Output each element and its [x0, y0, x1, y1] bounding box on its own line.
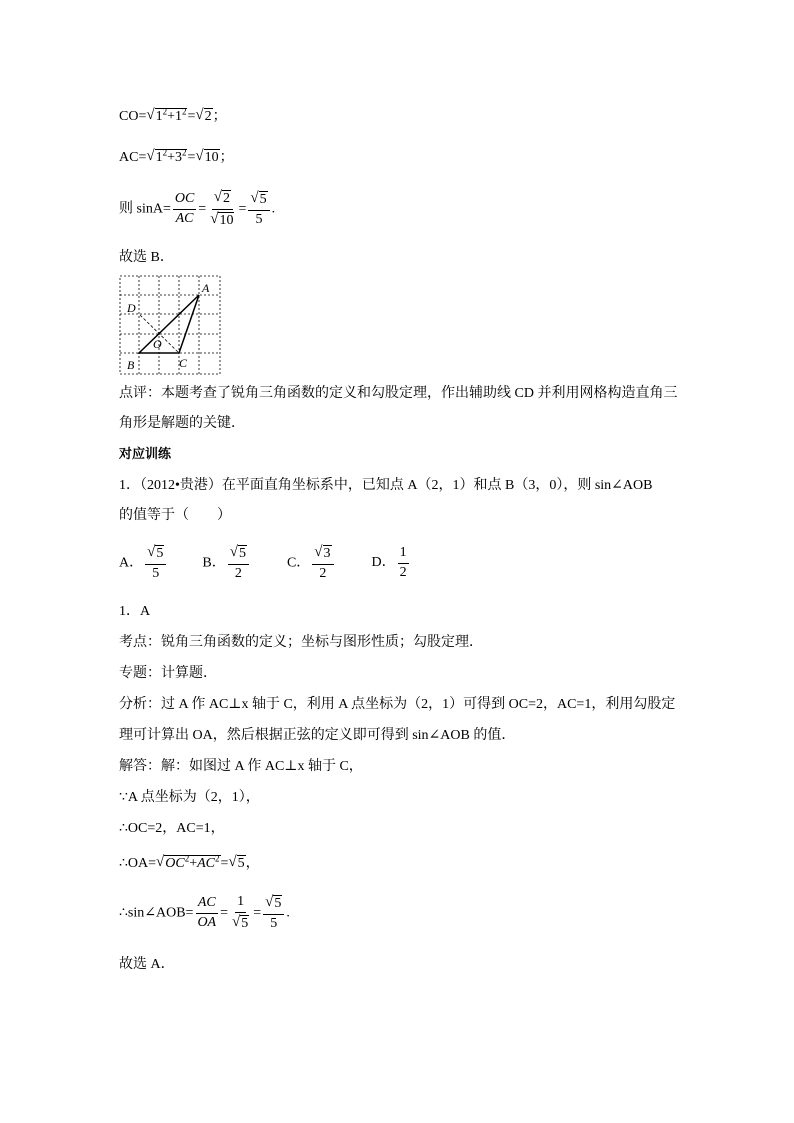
ac-lead: AC=	[119, 149, 147, 165]
label-d: D	[127, 301, 136, 315]
co-result: 2	[204, 109, 212, 124]
oa-tail: ，	[245, 855, 260, 871]
label-c: C	[179, 356, 188, 370]
co-line	[119, 108, 227, 125]
sina-eq1: =	[198, 201, 207, 217]
option-d-num: 1	[398, 546, 409, 564]
option-d	[372, 546, 411, 580]
sinaob-frac-3: √ 5 5	[263, 895, 284, 932]
answer-line: 1．A	[119, 604, 151, 619]
label-b: B	[127, 358, 135, 372]
option-a-label: A．	[119, 555, 144, 571]
oa-exp2: 2	[215, 853, 220, 864]
sina-f1-num: OC	[173, 192, 196, 210]
option-c-label: C．	[286, 555, 311, 571]
co-tail: ；	[212, 108, 227, 124]
ac-r1: 1	[155, 150, 163, 165]
ac-eq: =	[187, 149, 196, 165]
sinaob-f2-num: 1	[235, 895, 246, 913]
sina-frac-3: √ 5 5	[248, 191, 269, 228]
oa-result-sqrt: √ 5	[228, 854, 245, 871]
sina-f1-den: AC	[175, 211, 194, 227]
sinaob-f2-den: 5	[241, 915, 249, 931]
co-sqrt: √ $1^2+1^2$	[146, 106, 187, 124]
sina-lead: 则 sinA=	[119, 201, 171, 217]
ac-tail: ；	[219, 149, 234, 165]
option-a-num: 5	[156, 546, 164, 561]
ac-result: 10	[204, 150, 219, 165]
choose-a: 故选 A．	[119, 957, 175, 972]
option-c: C． √ 3 2	[287, 545, 336, 582]
kaodian-line: 考点：锐角三角函数的定义；坐标与图形性质；勾股定理．	[119, 635, 483, 650]
fenxi-line-1: 分析：过 A 作 AC⊥x 轴于 C，利用 A 点坐标为（2，1）可得到 OC=2，AC=1，利用勾股定	[119, 697, 676, 712]
options-row	[119, 545, 411, 582]
question-line-1: 1．（2012•贵港）在平面直角坐标系中，已知点 A（2，1）和点 B（3，0），则 sin∠AOB	[119, 478, 653, 493]
therefore-line-1: ∴OC=2，AC=1，	[119, 821, 225, 836]
question-line-2: 的值等于（ ）	[119, 508, 231, 523]
ac-r2: 3	[174, 150, 182, 165]
ac-sqrt: √ $1^2+3^2$	[146, 147, 187, 165]
sinaob-eq2: =	[253, 905, 262, 921]
triangle-abc	[139, 295, 199, 353]
choose-b: 故选 B．	[119, 250, 174, 265]
ac-op: +	[167, 150, 175, 165]
sinaob-tail: .	[286, 905, 290, 921]
sina-line	[119, 190, 275, 229]
sina-f3-num: 5	[259, 192, 267, 208]
because-line: ∵A 点坐标为（2，1），	[119, 790, 260, 805]
ac-exp2: 2	[181, 147, 187, 158]
comment-line-1: 点评：本题考查了锐角三角函数的定义和勾股定理，作出辅助线 CD 并利用网格构造直角三	[119, 386, 678, 401]
oa-op: +	[189, 856, 198, 871]
option-c-den: 2	[319, 566, 327, 582]
sinaob-f3-num: 5	[274, 896, 282, 911]
oa-eq: =	[220, 855, 229, 871]
sina-f3-den: 5	[255, 212, 263, 228]
oa-result: 5	[237, 856, 245, 871]
co-lead: CO=	[119, 108, 147, 124]
option-c-num: 3	[323, 546, 331, 561]
oa-exp1: 2	[184, 853, 190, 864]
co-r1: 1	[155, 109, 163, 124]
comment-line-2: 角形是解题的关键．	[119, 416, 245, 431]
sina-tail: .	[271, 201, 276, 217]
oa-line	[119, 855, 260, 872]
sinaob-line	[119, 895, 290, 932]
co-exp2: 2	[181, 106, 187, 117]
label-a: A	[202, 281, 210, 295]
sina-f2-num: 2	[222, 191, 230, 206]
sinaob-f1-num: AC	[196, 896, 218, 914]
sinaob-f1-den: OA	[197, 914, 217, 930]
sinaob-frac-1	[195, 896, 218, 930]
sina-eq2: =	[238, 201, 247, 217]
section-title: 对应训练	[119, 446, 172, 461]
ac-exp1: 2	[162, 147, 168, 158]
sinaob-f3-den: 5	[270, 916, 278, 932]
ac-result-sqrt: √ 10	[195, 148, 219, 165]
grid-figure	[119, 275, 221, 375]
option-b-label: B．	[202, 555, 226, 571]
oa-r1: OC	[165, 856, 185, 871]
sina-frac-1	[173, 192, 196, 226]
sinaob-frac-2: 1 √ 5	[232, 894, 249, 931]
option-a-den: 5	[152, 566, 160, 582]
co-eq: =	[187, 108, 196, 124]
label-o: O	[153, 337, 162, 351]
oa-lead: ∴OA=	[119, 855, 157, 871]
option-d-den: 2	[399, 564, 407, 580]
sinaob-lead: ∴sin∠AOB=	[119, 905, 194, 921]
sina-f2-den: 10	[219, 213, 234, 229]
option-b: B． √ 5 2	[202, 545, 251, 582]
zhuanti-line: 专题：计算题．	[119, 666, 217, 681]
option-b-den: 2	[234, 566, 242, 582]
co-result-sqrt: √ 2	[195, 107, 212, 124]
sina-frac-2: √ 2 √ 10	[210, 189, 234, 229]
co-op: +	[167, 109, 175, 124]
option-b-num: 5	[238, 546, 246, 561]
oa-r2: AC	[197, 856, 216, 871]
co-exp1: 2	[162, 106, 168, 117]
option-a: A． √ 5 5	[119, 545, 168, 582]
fenxi-line-2: 理可计算出 OA，然后根据正弦的定义即可得到 sin∠AOB 的值．	[119, 728, 516, 743]
sinaob-eq1: =	[220, 905, 229, 921]
co-r2: 1	[174, 109, 182, 124]
ac-line	[119, 149, 234, 166]
option-d-label: D．	[371, 555, 396, 571]
jieda-line: 解答：解：如图过 A 作 AC⊥x 轴于 C，	[119, 759, 363, 774]
oa-sqrt: √ $OC^2+AC^2$	[156, 853, 220, 871]
